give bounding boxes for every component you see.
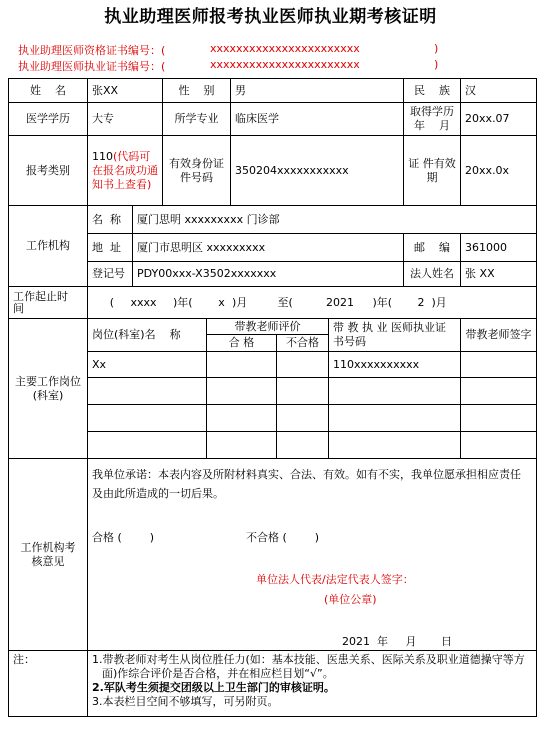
opinion-date: 2021 年 月 日 — [342, 635, 452, 648]
notes-cell — [88, 651, 537, 717]
teacher-signature-cell — [461, 378, 537, 405]
work-institution-label: 工作机构 — [9, 206, 88, 287]
qualification-cert-number: xxxxxxxxxxxxxxxxxxxxxxx — [210, 42, 360, 55]
position-name-cell: Xx — [88, 352, 207, 378]
teacher-cert-cell — [329, 432, 461, 459]
opinion-pass-option: 合格 ( ) — [92, 531, 155, 544]
legal-person-label: 法人姓名 — [404, 262, 461, 287]
institution-address-label: 地 址 — [88, 234, 133, 262]
ethnic-label: 民 族 — [404, 79, 461, 103]
exam-category-value — [88, 136, 163, 206]
major-label: 所学专业 — [163, 103, 231, 136]
institution-name-label: 名 称 — [88, 206, 133, 234]
degree-date-value: 20xx.07 — [461, 103, 537, 136]
ethnic-value: 汉 — [461, 79, 537, 103]
registration-number-value: PDY00xxx-X3502xxxxxxx — [133, 262, 404, 287]
legal-person-value: 张 XX — [461, 262, 537, 287]
page-title: 执业助理医师报考执业医师执业期考核证明 — [104, 7, 437, 27]
main-positions-label: 主要工作岗位(科室) — [9, 319, 88, 459]
position-name-cell — [88, 405, 207, 432]
gender-value: 男 — [231, 79, 404, 103]
zip-code-label: 邮 编 — [404, 234, 461, 262]
id-validity-value: 20xx.0x — [461, 136, 537, 206]
institution-name-value: 厦门思明 xxxxxxxxx 门诊部 — [133, 206, 537, 234]
teacher-cert-header: 带 教 执 业 医师执业证书号码 — [329, 319, 461, 352]
registration-number-label: 登记号 — [88, 262, 133, 287]
official-seal-label: (单位公章) — [324, 593, 377, 606]
qualification-cert-line — [18, 42, 538, 56]
gender-label: 性 别 — [163, 79, 231, 103]
practice-cert-close: ) — [434, 58, 439, 71]
id-number-value: 350204xxxxxxxxxxx — [231, 136, 404, 206]
table-row — [9, 352, 537, 378]
table-row — [9, 378, 537, 405]
education-label: 医学学历 — [9, 103, 88, 136]
period-open-paren: ( — [109, 295, 114, 309]
institution-address-value: 厦门市思明区 xxxxxxxxx — [133, 234, 404, 262]
institution-promise-text: 我单位承诺：本表内容及所附材料真实、合法、有效。如有不实，我单位愿承担相应责任及由此所造成的一切后果。 — [92, 468, 521, 500]
teacher-signature-cell — [461, 432, 537, 459]
pass-cell — [207, 352, 277, 378]
work-period-value — [88, 287, 537, 319]
pass-header: 合 格 — [207, 335, 277, 352]
name-label: 姓 名 — [9, 79, 88, 103]
fail-cell — [277, 432, 329, 459]
teacher-cert-cell: 110xxxxxxxxxx — [329, 352, 461, 378]
fail-cell — [277, 405, 329, 432]
teacher-cert-cell — [329, 378, 461, 405]
position-name-header: 岗位(科室)名 称 — [88, 319, 207, 352]
pass-cell — [207, 405, 277, 432]
legal-representative-signature-label: 单位法人代表/法定代表人签字： — [256, 573, 414, 586]
note-item: 2.军队考生须提交团级以上卫生部门的审核证明。 — [92, 681, 335, 694]
period-end-month-sep: )月 — [431, 295, 447, 309]
teacher-evaluation-header: 带教老师评价 — [207, 319, 329, 335]
name-value: 张XX — [88, 79, 163, 103]
work-period-label: 工作起止时 间 — [9, 287, 88, 319]
id-number-label: 有效身份证件号码 — [163, 136, 231, 206]
teacher-cert-cell — [329, 405, 461, 432]
notes-label: 注： — [9, 651, 88, 717]
period-end-year-sep: )年( — [372, 295, 393, 309]
practice-cert-line — [18, 58, 538, 72]
period-month-sep: )月 — [232, 295, 248, 309]
position-name-cell — [88, 432, 207, 459]
institution-opinion-cell — [88, 459, 537, 651]
id-validity-label: 证 件有效期 — [404, 136, 461, 206]
note-item: 3.本表栏目空间不够填写，可另附页。 — [92, 695, 279, 708]
period-end-year: 2021 — [326, 295, 354, 309]
table-row — [9, 432, 537, 459]
period-end-month: 2 — [417, 295, 425, 309]
pass-cell — [207, 378, 277, 405]
teacher-signature-cell — [461, 352, 537, 378]
period-year-sep: )年( — [173, 295, 193, 309]
period-start-month: x — [218, 295, 225, 309]
note-item: 1.带教老师对考生从岗位胜任力(如：基本技能、医患关系、医际关系及职业道德操守等方面)作综合评价是否合格，并在相应栏目划“√”。 — [92, 653, 525, 680]
exam-category-note: (代码可在报名成功通知书上查看) — [92, 149, 158, 191]
fail-header: 不合格 — [277, 335, 329, 352]
degree-date-label: 取得学历年 月 — [404, 103, 461, 136]
education-value: 大专 — [88, 103, 163, 136]
position-name-cell — [88, 378, 207, 405]
teacher-signature-cell — [461, 405, 537, 432]
teacher-signature-header: 带教老师签字 — [461, 319, 537, 352]
fail-cell — [277, 352, 329, 378]
fail-cell — [277, 378, 329, 405]
period-start-year: xxxx — [130, 295, 157, 309]
major-value: 临床医学 — [231, 103, 404, 136]
opinion-fail-option: 不合格 ( ) — [246, 531, 320, 544]
table-row — [9, 405, 537, 432]
pass-cell — [207, 432, 277, 459]
exam-category-label: 报考类别 — [9, 136, 88, 206]
institution-opinion-label: 工作机构考核意见 — [9, 459, 88, 651]
exam-category-code: 110 — [92, 149, 113, 163]
assessment-form-table — [8, 78, 537, 717]
practice-cert-label: 执业助理医师执业证书编号：( — [18, 60, 166, 73]
qualification-cert-label: 执业助理医师资格证书编号：( — [18, 44, 166, 57]
practice-cert-number: xxxxxxxxxxxxxxxxxxxxxxx — [210, 58, 360, 71]
qualification-cert-close: ) — [434, 42, 439, 55]
period-to: 至( — [277, 295, 293, 309]
zip-code-value: 361000 — [461, 234, 537, 262]
